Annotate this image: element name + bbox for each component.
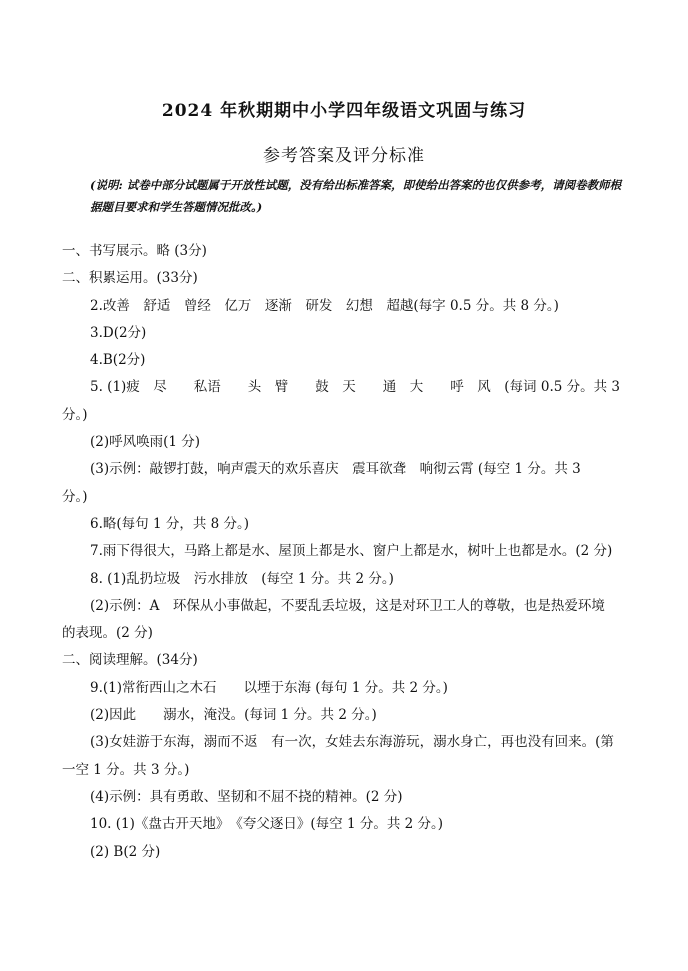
answer-line: 分。): [62, 406, 88, 423]
answer-line: 分。): [62, 488, 88, 505]
answer-line: 4.B(2分): [90, 352, 146, 369]
answer-line: 5. (1)疲 尽 私语 头 臂 鼓 天 通 大 呼 风 (每词 0.5 分。共 3: [90, 379, 620, 396]
answer-line: (2)呼风唤雨(1 分): [90, 434, 201, 451]
answer-line: 3.D(2分): [90, 324, 147, 341]
answer-line: (2)因此 溺水，淹没。(每词 1 分。共 2 分。): [90, 707, 377, 724]
answer-line: 10. (1)《盘古开天地》 《夸父逐日》(每空 1 分。共 2 分。): [90, 816, 444, 833]
answer-line: 的表现。(2 分): [62, 625, 153, 642]
answer-line: 一、书写展示。略 (3分): [62, 243, 207, 259]
answer-line: 2.改善 舒适 曾经 亿万 逐渐 研发 幻想 超越(每字 0.5 分。共 8 分。): [90, 297, 559, 314]
answer-line: 二、积累运用。(33分): [62, 270, 198, 287]
answer-line: 6.略(每句 1 分，共 8 分。): [90, 515, 250, 532]
answer-line: 8. (1)乱扔垃圾 污水排放 (每空 1 分。共 2 分。): [90, 570, 394, 587]
answer-line: 7.雨下得很大，马路上都是水、屋顶上都是水、窗户上都是水，树叶上也都是水。(2 分): [90, 543, 613, 560]
answer-line: 一空 1 分。共 3 分。): [62, 761, 190, 778]
answer-line: (3)示例：敲锣打鼓，响声震天的欢乐喜庆 震耳欲聋 响彻云霄 (每空 1 分。共 3: [90, 461, 581, 478]
page-subtitle: 参考答案及评分标准: [263, 146, 425, 166]
answer-line: (4)示例：具有勇敢、坚韧和不屈不挠的精神。(2 分): [90, 788, 403, 805]
grading-note: (说明: 试卷中部分试题属于开放性试题，没有给出标准答案，即使给出答案的也仅供参考，请阅卷教师根据题目要求和学生答题情况批改。): [90, 178, 622, 214]
answer-line: 二、阅读理解。(34分): [62, 652, 198, 669]
answer-line: 9.(1)常衔西山之木石 以堙于东海 (每句 1 分。共 2 分。): [90, 679, 448, 696]
answer-line: (3)女娃游于东海，溺而不返 有一次，女娃去东海游玩，溺水身亡，再也没有回来。(第: [90, 734, 614, 751]
answer-line: (2)示例：A 环保从小事做起，不要乱丢垃圾，这是对环卫工人的尊敬，也是热爱环境: [90, 597, 605, 614]
answer-line: (2) B(2 分): [90, 843, 161, 860]
page-title: 2024 年秋期期中小学四年级语文巩固与练习: [161, 101, 527, 121]
answer-list: [62, 238, 630, 866]
